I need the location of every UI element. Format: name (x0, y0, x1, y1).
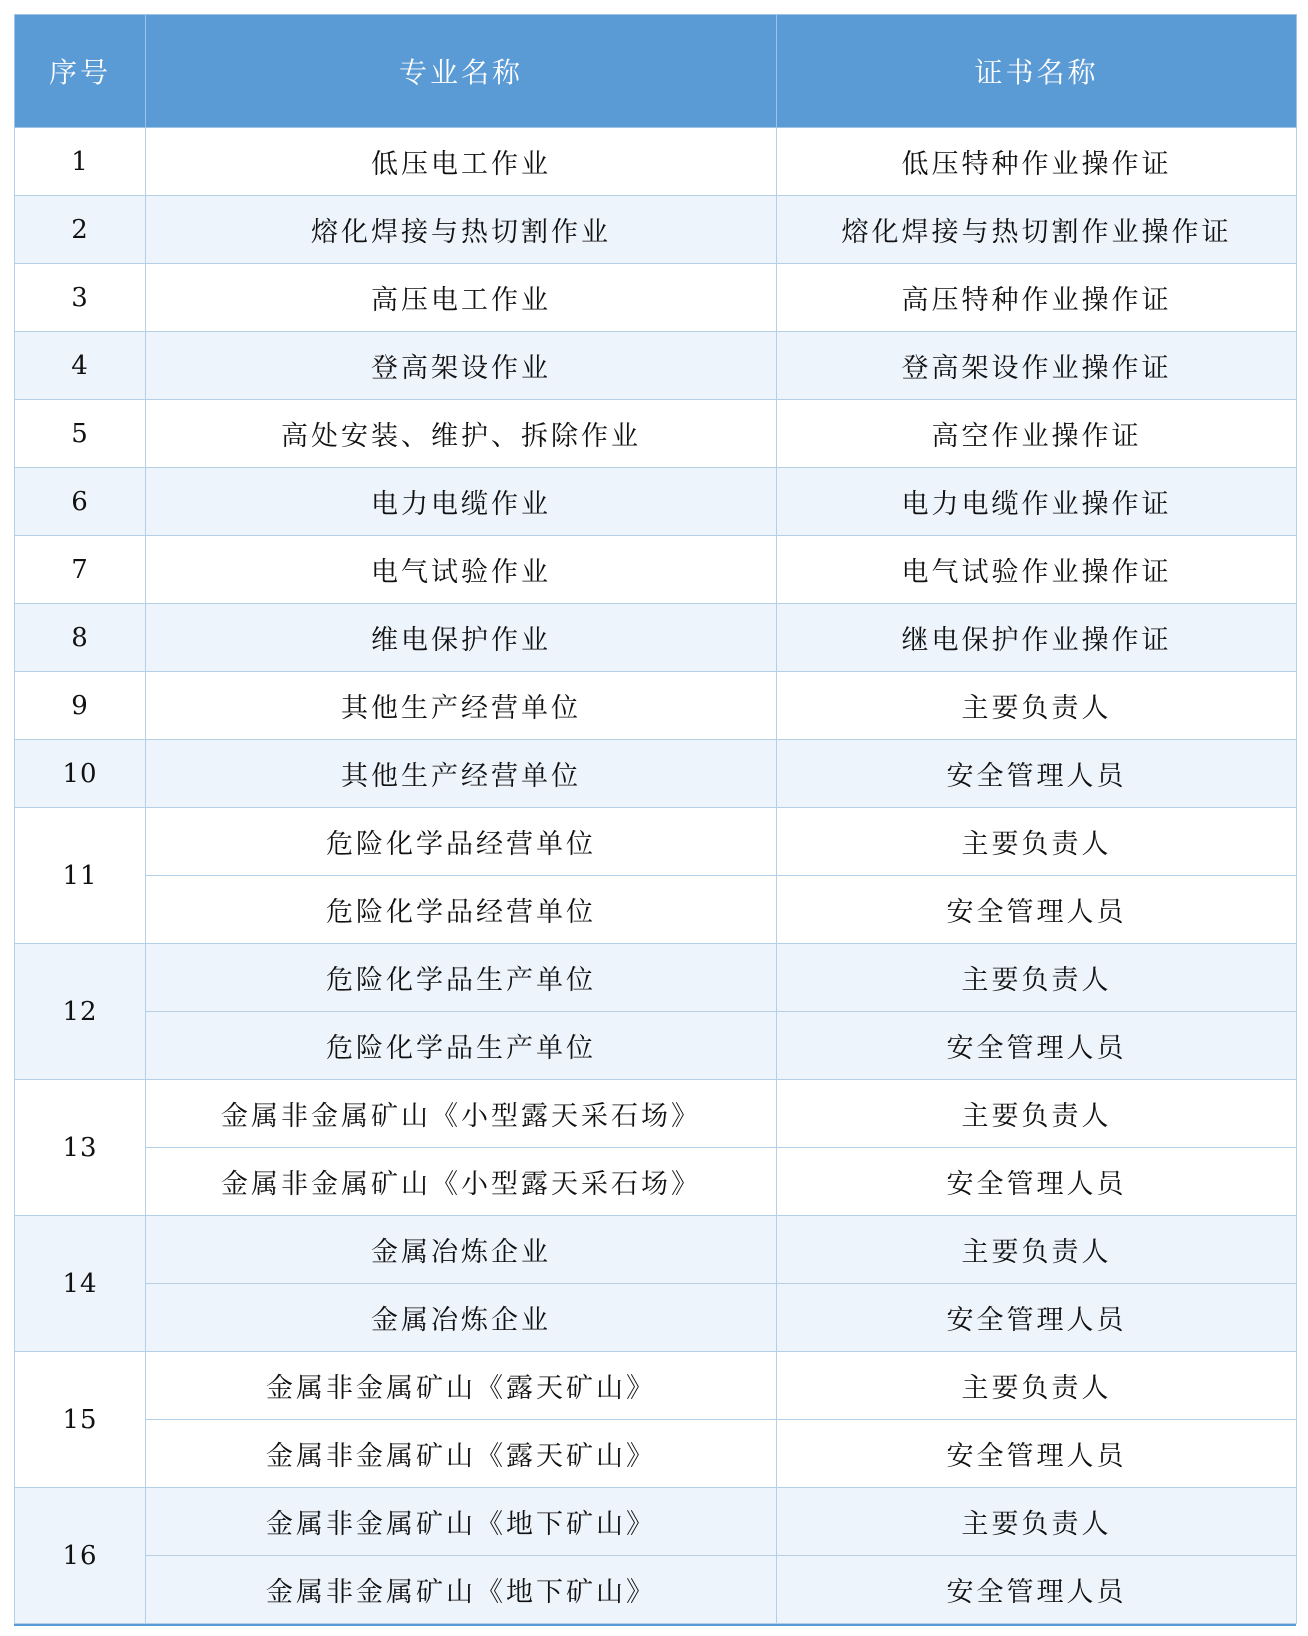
major-name-cell: 金属非金属矿山《小型露天采石场》 (146, 1080, 777, 1148)
table-row (15, 1216, 1297, 1284)
certificate-name-cell: 熔化焊接与热切割作业操作证 (777, 196, 1297, 264)
major-name-cell: 危险化学品生产单位 (146, 944, 777, 1012)
major-name-cell: 登高架设作业 (146, 332, 777, 400)
certificate-name-cell: 主要负责人 (777, 1216, 1297, 1284)
table-row (15, 1148, 1297, 1216)
certificate-name-cell: 安全管理人员 (777, 876, 1297, 944)
table-row (15, 944, 1297, 1012)
certificate-name-cell: 登高架设作业操作证 (777, 332, 1297, 400)
table-row (15, 672, 1297, 740)
table-row (15, 740, 1297, 808)
certificate-name-cell: 主要负责人 (777, 808, 1297, 876)
certificate-name-cell: 主要负责人 (777, 1488, 1297, 1556)
major-name-cell: 危险化学品经营单位 (146, 808, 777, 876)
major-name-cell: 金属非金属矿山《地下矿山》 (146, 1556, 777, 1624)
major-name-cell: 低压电工作业 (146, 128, 777, 196)
certificate-name-cell: 继电保护作业操作证 (777, 604, 1297, 672)
header-serial-number: 序号 (15, 15, 146, 128)
major-name-cell: 高处安装、维护、拆除作业 (146, 400, 777, 468)
certificate-name-cell: 安全管理人员 (777, 1556, 1297, 1624)
serial-number-cell: 15 (15, 1352, 146, 1488)
header-row (15, 15, 1297, 128)
certificate-name-cell: 低压特种作业操作证 (777, 128, 1297, 196)
serial-number-cell: 16 (15, 1488, 146, 1624)
certificate-name-cell: 电力电缆作业操作证 (777, 468, 1297, 536)
certificate-name-cell: 主要负责人 (777, 672, 1297, 740)
serial-number-cell: 14 (15, 1216, 146, 1352)
table-row (15, 332, 1297, 400)
table-row (15, 1420, 1297, 1488)
certificate-name-cell: 高压特种作业操作证 (777, 264, 1297, 332)
serial-number-cell: 5 (15, 400, 146, 468)
serial-number-cell: 8 (15, 604, 146, 672)
major-name-cell: 维电保护作业 (146, 604, 777, 672)
header-major-name: 专业名称 (146, 15, 777, 128)
major-name-cell: 金属非金属矿山《露天矿山》 (146, 1420, 777, 1488)
certificate-name-cell: 主要负责人 (777, 1080, 1297, 1148)
serial-number-cell: 9 (15, 672, 146, 740)
major-name-cell: 电力电缆作业 (146, 468, 777, 536)
table-row (15, 128, 1297, 196)
certificate-name-cell: 安全管理人员 (777, 1148, 1297, 1216)
major-name-cell: 危险化学品经营单位 (146, 876, 777, 944)
major-name-cell: 其他生产经营单位 (146, 672, 777, 740)
table-row (15, 1080, 1297, 1148)
major-name-cell: 金属非金属矿山《小型露天采石场》 (146, 1148, 777, 1216)
major-name-cell: 熔化焊接与热切割作业 (146, 196, 777, 264)
certificate-name-cell: 高空作业操作证 (777, 400, 1297, 468)
certificate-name-cell: 电气试验作业操作证 (777, 536, 1297, 604)
header-certificate-name: 证书名称 (777, 15, 1297, 128)
major-name-cell: 电气试验作业 (146, 536, 777, 604)
certificate-table-container (14, 14, 1296, 1626)
certificate-table (14, 14, 1297, 1624)
table-row (15, 876, 1297, 944)
serial-number-cell: 10 (15, 740, 146, 808)
table-body (15, 128, 1297, 1624)
certificate-name-cell: 主要负责人 (777, 1352, 1297, 1420)
major-name-cell: 金属非金属矿山《地下矿山》 (146, 1488, 777, 1556)
table-row (15, 1352, 1297, 1420)
table-row (15, 1488, 1297, 1556)
table-row (15, 1012, 1297, 1080)
certificate-name-cell: 主要负责人 (777, 944, 1297, 1012)
certificate-name-cell: 安全管理人员 (777, 740, 1297, 808)
serial-number-cell: 7 (15, 536, 146, 604)
table-header (15, 15, 1297, 128)
table-row (15, 400, 1297, 468)
serial-number-cell: 11 (15, 808, 146, 944)
table-row (15, 808, 1297, 876)
table-row (15, 1284, 1297, 1352)
table-row (15, 196, 1297, 264)
serial-number-cell: 2 (15, 196, 146, 264)
table-row (15, 1556, 1297, 1624)
table-row (15, 604, 1297, 672)
major-name-cell: 金属冶炼企业 (146, 1216, 777, 1284)
major-name-cell: 金属非金属矿山《露天矿山》 (146, 1352, 777, 1420)
table-row (15, 536, 1297, 604)
major-name-cell: 危险化学品生产单位 (146, 1012, 777, 1080)
serial-number-cell: 1 (15, 128, 146, 196)
serial-number-cell: 13 (15, 1080, 146, 1216)
serial-number-cell: 3 (15, 264, 146, 332)
certificate-name-cell: 安全管理人员 (777, 1012, 1297, 1080)
major-name-cell: 金属冶炼企业 (146, 1284, 777, 1352)
table-row (15, 468, 1297, 536)
serial-number-cell: 4 (15, 332, 146, 400)
certificate-name-cell: 安全管理人员 (777, 1420, 1297, 1488)
serial-number-cell: 12 (15, 944, 146, 1080)
table-row (15, 264, 1297, 332)
major-name-cell: 其他生产经营单位 (146, 740, 777, 808)
certificate-name-cell: 安全管理人员 (777, 1284, 1297, 1352)
serial-number-cell: 6 (15, 468, 146, 536)
major-name-cell: 高压电工作业 (146, 264, 777, 332)
